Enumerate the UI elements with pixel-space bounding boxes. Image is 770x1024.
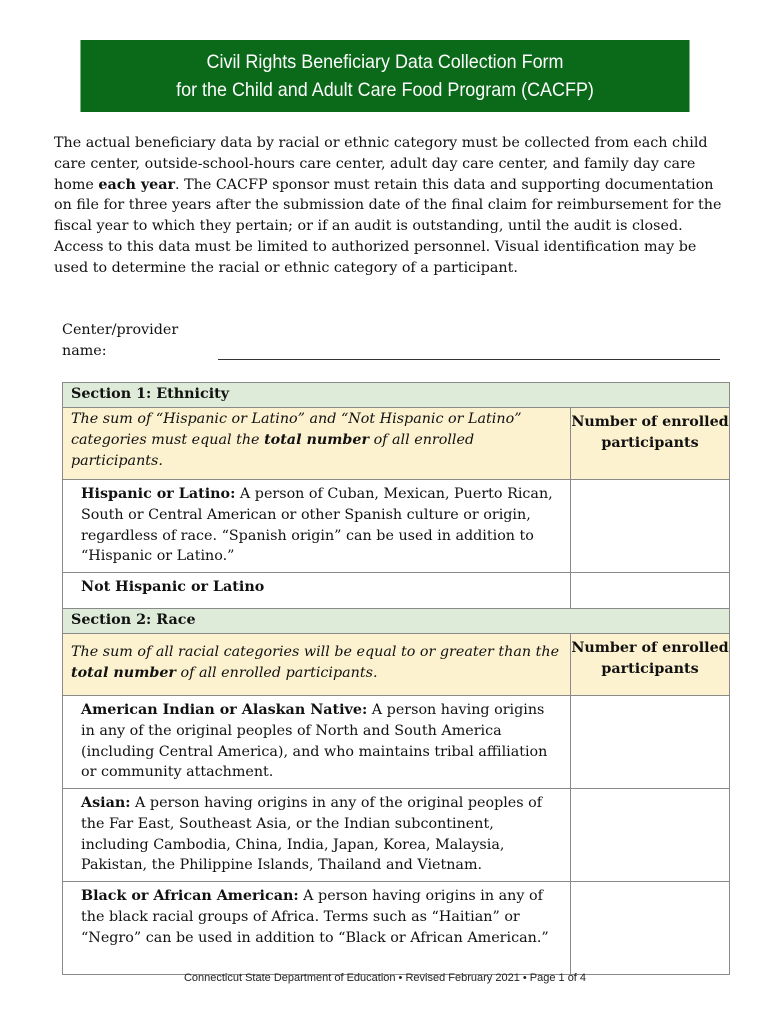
category-definition: A person having origins in any of the original peoples of the Far East, Southeast Asia, or the Indian subcontinent, including Cambodia, China, India, Japan, Korea, Malaysia, Pakistan, the Philippine Islands, Thailand and Vietnam.: [81, 795, 543, 874]
category-term: Hispanic or Latino:: [81, 486, 236, 502]
provider-name-label: Center/provider name:: [62, 322, 179, 359]
section-2-heading-row: [63, 609, 730, 634]
category-definition: A person having origins in any of the original peoples of North and South America (including Central America), and who maintains tribal affiliation or community attachment.: [81, 702, 548, 781]
american-indian-count-field[interactable]: [571, 696, 730, 789]
section-1-note-emphasis: total number: [264, 431, 370, 448]
section-2-note-emphasis: total number: [71, 665, 176, 681]
section-2-note-text-2: of all enrolled participants.: [175, 665, 378, 681]
category-definition: A person of Cuban, Mexican, Puerto Rican, South or Central American or other Spanish culture or origin, regardless of race. “Spanish origin” can be used in addition to “Hispanic or Latino.”: [81, 486, 553, 565]
beneficiary-data-table: [62, 382, 730, 975]
section-2-note-text-1: The sum of all racial categories will be equal to or greater than the: [71, 644, 560, 661]
section-1-count-header: Number of enrolled participants: [571, 408, 730, 480]
asian-count-field[interactable]: [571, 789, 730, 882]
black-african-american-count-field[interactable]: [571, 882, 730, 975]
section-2-heading: Section 2: Race: [63, 609, 730, 634]
form-title-line-1: Civil Rights Beneficiary Data Collection Form: [206, 51, 564, 73]
table-row: [63, 480, 730, 573]
category-term: Not Hispanic or Latino: [81, 579, 265, 595]
section-1-heading-row: [63, 383, 730, 408]
asian-description: [63, 789, 571, 882]
table-row: [63, 789, 730, 882]
hispanic-latino-count-field[interactable]: [571, 480, 730, 573]
hispanic-latino-description: [63, 480, 571, 573]
category-term: Asian:: [81, 795, 131, 811]
section-1-note-text-1: The sum of “Hispanic or Latino” and “Not Hispanic or Latino” categories must equal the: [71, 411, 522, 448]
table-row: [63, 882, 730, 975]
intro-emphasis: each year: [98, 176, 176, 193]
table-row: [63, 573, 730, 609]
form-title-line-2: for the Child and Adult Care Food Program (CACFP): [176, 79, 594, 101]
section-1-note-text-2: of all enrolled participants.: [71, 431, 475, 469]
section-1-heading: Section 1: Ethnicity: [63, 383, 730, 408]
category-term: Black or African American:: [81, 888, 299, 904]
intro-paragraph: [54, 133, 724, 279]
american-indian-description: [63, 696, 571, 789]
section-2-note: [63, 634, 571, 696]
section-1-note-row: [63, 408, 730, 480]
section-2-count-header: Number of enrolled participants: [571, 634, 730, 696]
page-footer: Connecticut State Department of Education • Revised February 2021 • Page 1 of 4: [183, 972, 587, 984]
form-title-banner: [80, 40, 689, 112]
black-african-american-description: [63, 882, 571, 975]
category-definition: A person having origins in any of the black racial groups of Africa. Terms such as “Haitian” or “Negro” can be used in addition to “Black or African American.”: [81, 888, 549, 946]
category-term: American Indian or Alaskan Native:: [81, 702, 368, 718]
intro-text-2: . The CACFP sponsor must retain this data and supporting documentation on file for three years after the submission date of the final claim for reimbursement for the fiscal year to which they pertain; or if an audit is outstanding, until the audit is closed. Access to this data must be limited to authorized personnel. Visual identification may be used to determine the racial or ethnic category of a participant.: [54, 176, 722, 276]
provider-name-field[interactable]: [218, 359, 720, 360]
section-1-note: [63, 408, 571, 480]
intro-text-1: The actual beneficiary data by racial or ethnic category must be collected from each child care center, outside-school-hours care center, adult day care center, and family day care home: [54, 135, 708, 193]
section-2-note-row: [63, 634, 730, 696]
not-hispanic-latino-description: [63, 573, 571, 609]
not-hispanic-latino-count-field[interactable]: [571, 573, 730, 609]
table-row: [63, 696, 730, 789]
